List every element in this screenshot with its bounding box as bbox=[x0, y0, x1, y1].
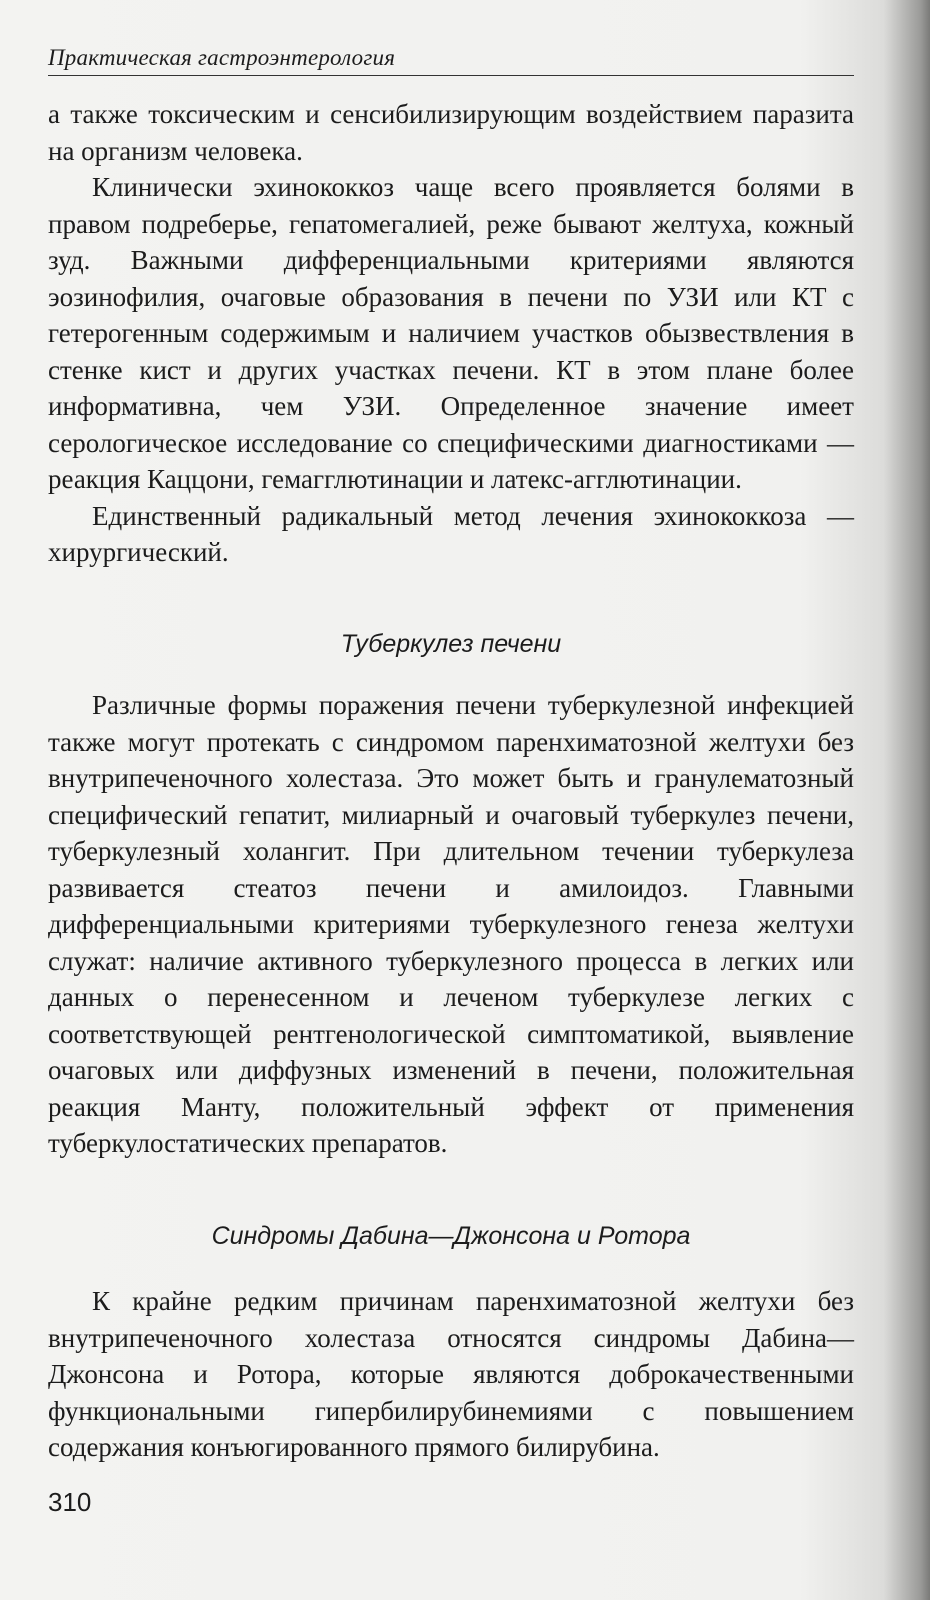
section-echinococcosis-text bbox=[48, 96, 854, 571]
page-number: 310 bbox=[48, 1487, 92, 1517]
section-dubin-johnson-rotor-text bbox=[48, 1283, 854, 1466]
paragraph: К крайне редким причинам паренхиматозной желтухи без внутрипеченочного холестаза относятся синдромы Дабина—Джонсона и Ротора, которые являются доброкачественными функциональными гипербилирубинемиями с повышением содержания конъюгированного прямого билирубина. bbox=[48, 1286, 854, 1462]
paragraph: Различные формы поражения печени туберкулезной инфекцией также могут протекать с синдромом паренхиматозной желтухи без внутрипеченочного холестаза. Это может быть и гранулематозный специфический гепатит, милиарный и очаговый туберкулез печени, туберкулезный холангит. При длительном течении туберкулеза развивается стеатоз печени и амилоидоз. Главными дифференциальными критериями туберкулезного генеза желтухи служат: наличие активного туберкулезного процесса в легких или данных о перенесенном и леченом туберкулезе легких с соответствующей рентгенологической симптоматикой, выявление очаговых или диффузных изменений в печени, положительная реакция Манту, положительный эффект от применения туберкулостатических препаратов. bbox=[48, 690, 854, 1158]
paragraph: Единственный радикальный метод лечения эхинококкоза — хирургический. bbox=[48, 500, 854, 567]
paragraph: а также токсическим и сенсибилизирующим воздействием паразита на организм человека. bbox=[48, 99, 854, 166]
paragraph: Клинически эхинококкоз чаще всего проявляется болями в правом подреберье, гепатомегалией, реже бывают желтуха, кожный зуд. Важными дифференциальными критериями являются эозинофилия, очаговые образования в печени по УЗИ или КТ с гетерогенным содержимым и наличием участков обызвествления в стенке кист и других участках печени. КТ в этом плане более информативна, чем УЗИ. Определенное значение имеет серологическое исследование со специфическими диагностиками — реакция Каццони, гемагглютинации и латекс-агглютинации. bbox=[48, 172, 854, 494]
section-heading-dubin-johnson-rotor: Синдромы Дабина—Джонсона и Ротора bbox=[211, 1222, 691, 1250]
section-heading-liver-tuberculosis: Туберкулез печени bbox=[340, 630, 562, 658]
section-liver-tuberculosis-text bbox=[48, 687, 854, 1162]
running-title: Практическая гастроэнтерология bbox=[48, 44, 854, 76]
